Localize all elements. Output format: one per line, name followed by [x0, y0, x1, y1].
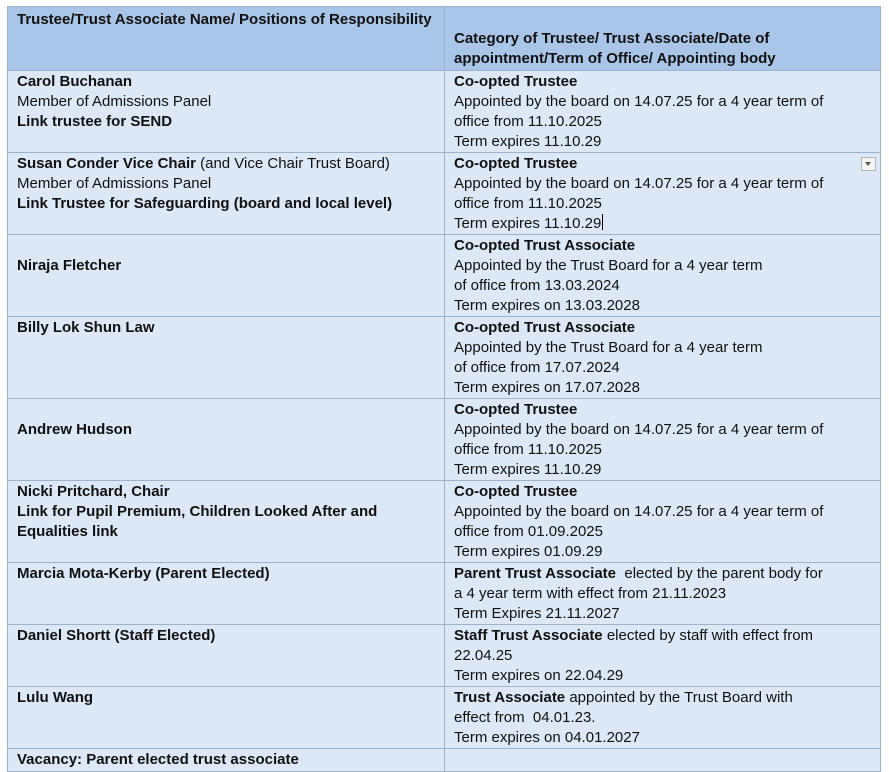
trustee-name: Nicki Pritchard, Chair — [17, 483, 170, 500]
category-label: Trust Associate — [454, 689, 566, 706]
name-cell[interactable] — [8, 687, 445, 749]
trustee-name: Susan Conder Vice Chair — [17, 155, 196, 172]
detail-line: office from 11.10.2025 — [454, 113, 602, 130]
detail-line: office from 01.09.2025 — [454, 523, 603, 540]
category-cell[interactable] — [445, 399, 881, 481]
role-line: Member of Admissions Panel — [17, 175, 212, 192]
table-row — [8, 317, 881, 399]
name-cell[interactable] — [8, 749, 445, 772]
detail-line: Term expires 11.10.29 — [454, 461, 602, 478]
name-cell[interactable] — [8, 625, 445, 687]
category-cell[interactable] — [445, 317, 881, 399]
table-row — [8, 687, 881, 749]
role-line: Member of Admissions Panel — [17, 93, 212, 110]
category-cell[interactable] — [445, 481, 881, 563]
table-row — [8, 153, 881, 235]
header-row — [8, 7, 881, 71]
trustee-name: Lulu Wang — [17, 689, 94, 706]
detail-line: a 4 year term with effect from 21.11.2023 — [454, 585, 727, 602]
category-label: Co-opted Trustee — [454, 483, 578, 500]
trustee-name: Niraja Fletcher — [17, 257, 122, 274]
category-label: Parent Trust Associate — [454, 565, 617, 582]
category-cell-empty[interactable] — [445, 749, 881, 772]
detail-line: Term expires 11.10.29 — [454, 215, 602, 232]
category-tail: elected by the parent body for — [616, 565, 823, 582]
detail-line: Term expires 11.10.29 — [454, 133, 602, 150]
category-cell[interactable] — [445, 563, 881, 625]
table-row — [8, 749, 881, 772]
trustee-name: Andrew Hudson — [17, 421, 132, 438]
name-cell[interactable] — [8, 235, 445, 317]
header-category-appointment: Category of Trustee/ Trust Associate/Date of appointment/Term of Office/ Appointing body — [445, 7, 881, 71]
category-label: Co-opted Trustee — [454, 155, 578, 172]
role-line: Equalities link — [17, 523, 118, 540]
name-cell[interactable] — [8, 399, 445, 481]
detail-line: Term expires 01.09.29 — [454, 543, 603, 560]
table-row — [8, 71, 881, 153]
detail-line: Term expires on 22.04.29 — [454, 667, 624, 684]
detail-line: of office from 13.03.2024 — [454, 277, 620, 294]
detail-line: Appointed by the Trust Board for a 4 year term — [454, 257, 763, 274]
category-label: Co-opted Trust Associate — [454, 319, 636, 336]
category-cell[interactable] — [445, 625, 881, 687]
table-row — [8, 399, 881, 481]
category-cell[interactable] — [445, 153, 881, 235]
role-line: Link for Pupil Premium, Children Looked After and — [17, 503, 378, 520]
table-row — [8, 563, 881, 625]
role-line: Link trustee for SEND — [17, 113, 173, 130]
detail-line: of office from 17.07.2024 — [454, 359, 620, 376]
detail-line: Term expires on 13.03.2028 — [454, 297, 640, 314]
detail-line: Appointed by the board on 14.07.25 for a 4 year term of — [454, 175, 824, 192]
detail-line: 22.04.25 — [454, 647, 513, 664]
table-row — [8, 481, 881, 563]
detail-line: Appointed by the Trust Board for a 4 year term — [454, 339, 763, 356]
category-label: Staff Trust Associate — [454, 627, 603, 644]
table-row — [8, 235, 881, 317]
trustee-name: Carol Buchanan — [17, 73, 133, 90]
name-cell[interactable] — [8, 153, 445, 235]
category-tail: elected by staff with effect from — [602, 627, 814, 644]
trustee-name: Daniel Shortt (Staff Elected) — [17, 627, 216, 644]
table-row — [8, 625, 881, 687]
trustee-name: Marcia Mota-Kerby (Parent Elected) — [17, 565, 270, 582]
category-label: Co-opted Trustee — [454, 401, 578, 418]
category-cell[interactable] — [445, 235, 881, 317]
category-cell[interactable] — [445, 71, 881, 153]
detail-line: Appointed by the board on 14.07.25 for a 4 year term of — [454, 503, 824, 520]
text-cursor — [602, 214, 603, 230]
trustees-table — [7, 6, 881, 772]
detail-line: office from 11.10.2025 — [454, 195, 602, 212]
category-label: Co-opted Trust Associate — [454, 237, 636, 254]
detail-line: Term expires on 04.01.2027 — [454, 729, 640, 746]
detail-line: Term expires on 17.07.2028 — [454, 379, 640, 396]
detail-line: Appointed by the board on 14.07.25 for a 4 year term of — [454, 93, 824, 110]
name-cell[interactable] — [8, 481, 445, 563]
role-line: Link Trustee for Safeguarding (board and local level) — [17, 195, 393, 212]
vacancy-label: Vacancy: Parent elected trust associate — [17, 751, 299, 768]
trustee-name-suffix: (and Vice Chair Trust Board) — [195, 155, 390, 172]
category-cell[interactable] — [445, 687, 881, 749]
category-label: Co-opted Trustee — [454, 73, 578, 90]
name-cell[interactable] — [8, 563, 445, 625]
detail-line: effect from 04.01.23. — [454, 709, 596, 726]
category-tail: appointed by the Trust Board with — [565, 689, 793, 706]
trustee-name: Billy Lok Shun Law — [17, 319, 155, 336]
detail-line: Term Expires 21.11.2027 — [454, 605, 620, 622]
name-cell[interactable] — [8, 317, 445, 399]
detail-line: office from 11.10.2025 — [454, 441, 602, 458]
dropdown-arrow-icon[interactable] — [861, 157, 876, 171]
header-name-positions: Trustee/Trust Associate Name/ Positions of Responsibility — [8, 7, 445, 71]
name-cell[interactable] — [8, 71, 445, 153]
detail-line: Appointed by the board on 14.07.25 for a 4 year term of — [454, 421, 824, 438]
